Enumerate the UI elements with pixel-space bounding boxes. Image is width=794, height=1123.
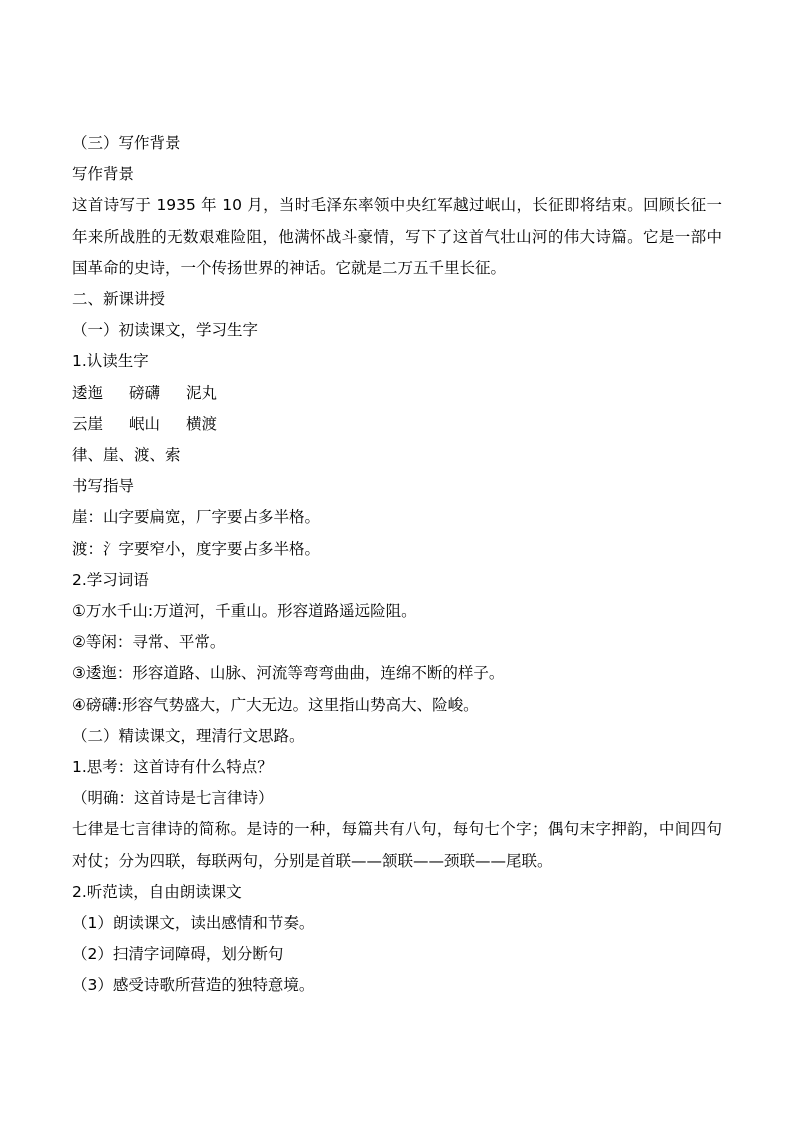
guide-item: 崖：山字要扁宽，厂字要占多半格。: [72, 508, 321, 527]
vocab-item: ①万水千山:万道河，千重山。形容道路遥远险阻。: [72, 602, 417, 621]
vocab-item: ②等闲：寻常、平常。: [72, 633, 226, 652]
vocab-item: ③逶迤：形容道路、山脉、河流等弯弯曲曲，连绵不断的样子。: [72, 664, 505, 683]
vocab-item: ④磅礴:形容气势盛大，广大无边。这里指山势高大、险峻。: [72, 695, 479, 714]
characters-line: 律、崖、渡、索: [72, 446, 181, 465]
word-item: 泥丸: [186, 383, 218, 402]
word-row: [72, 378, 722, 409]
background-paragraph: 这首诗写于 1935 年 10 月，当时毛泽东率领中央红军越过岷山，长征即将结束。回顾长征一年来所战胜的无数艰难险阻，他满怀战斗豪情，写下了这首气壮山河的伟大诗篇。它是一部中国革命的史诗，一个传扬世界的神话。它就是二万五千里长征。: [72, 196, 722, 277]
background-label: 写作背景: [72, 165, 135, 184]
part-two-heading: （二）精读课文，理清行文思路。: [72, 726, 305, 745]
listen-item: （2）扫清字词障碍，划分断句: [72, 945, 284, 964]
section-two-heading: 二、新课讲授: [72, 290, 166, 309]
lvshi-paragraph: 七律是七言律诗的简称。是诗的一种，每篇共有八句，每句七个字；偶句末字押韵，中间四句对仗；分为四联，每联两句，分别是首联——颔联——颈联——尾联。: [72, 820, 722, 870]
think-answer: （明确：这首诗是七言律诗）: [72, 789, 274, 808]
step-read-characters: 1.认读生字: [72, 352, 149, 371]
think-question: 1.思考：这首诗有什么特点？: [72, 758, 273, 777]
document-page: [72, 128, 722, 1002]
word-item: 逶迤: [72, 383, 104, 402]
background-heading: （三）写作背景: [72, 134, 181, 152]
guide-item: 渡：氵字要窄小，度字要占多半格。: [72, 539, 321, 558]
writing-guide-label: 书写指导: [72, 477, 135, 496]
step-learn-words: 2.学习词语: [72, 570, 149, 589]
part-one-heading: （一）初读课文，学习生字: [72, 321, 259, 340]
word-item: 横渡: [186, 414, 218, 433]
listen-item: （3）感受诗歌所营造的独特意境。: [72, 976, 315, 995]
word-item: 岷山: [129, 414, 161, 433]
listen-heading: 2.听范读，自由朗读课文: [72, 882, 242, 901]
word-item: 磅礴: [129, 383, 161, 402]
word-item: 云崖: [72, 414, 104, 433]
word-row: [72, 409, 722, 440]
listen-item: （1）朗读课文，读出感情和节奏。: [72, 914, 315, 933]
